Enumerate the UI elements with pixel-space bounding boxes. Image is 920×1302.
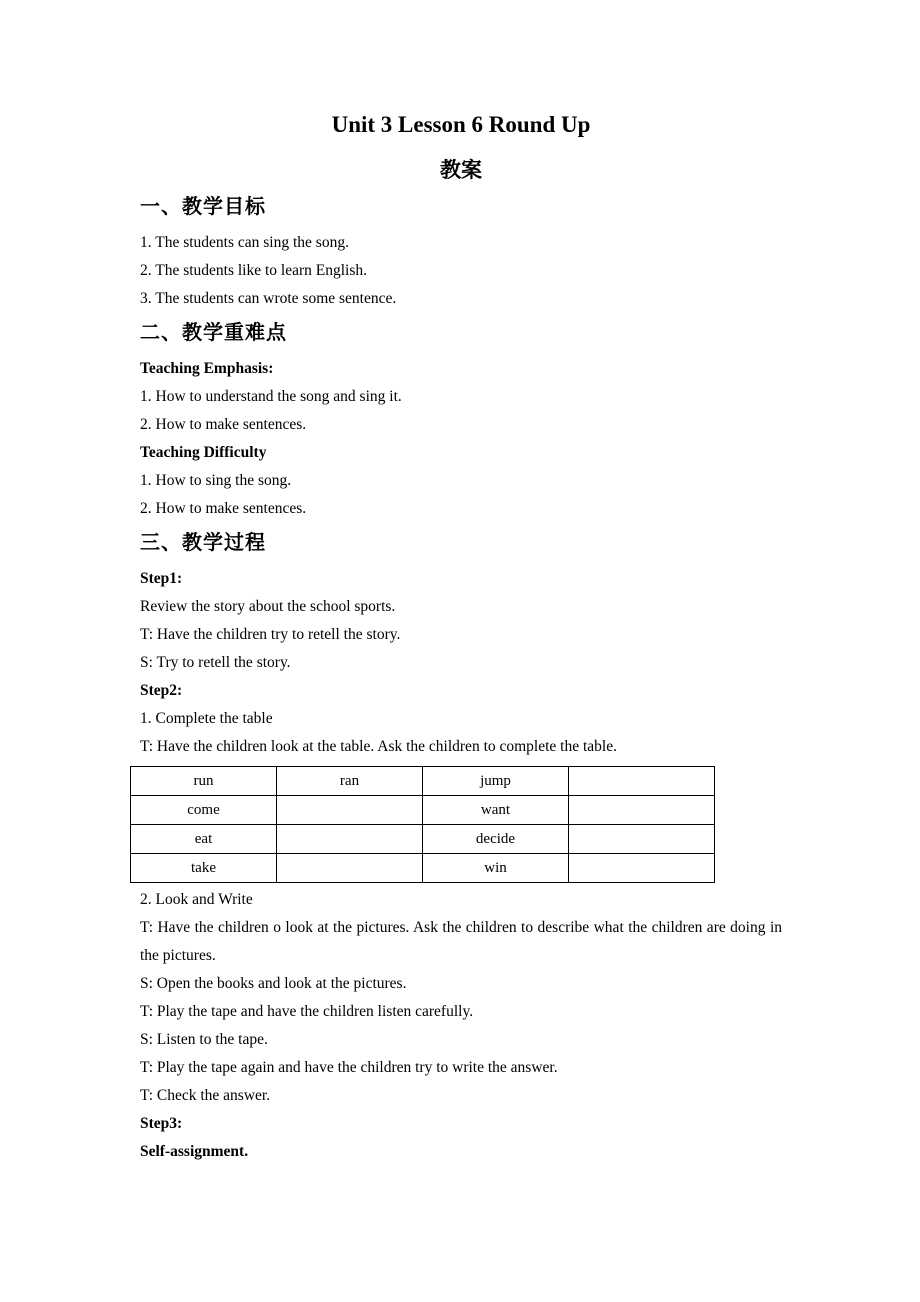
section-heading-emphasis: 二、教学重难点 bbox=[140, 322, 287, 344]
table-cell: take bbox=[131, 854, 277, 883]
step2-intro-line: 1. Complete the table bbox=[140, 710, 273, 727]
step2-line: T: Play the tape again and have the children try to write the answer. bbox=[140, 1059, 558, 1076]
document-title: Unit 3 Lesson 6 Round Up bbox=[331, 112, 591, 137]
table-cell: eat bbox=[131, 825, 277, 854]
teaching-emphasis-label: Teaching Emphasis: bbox=[140, 360, 274, 377]
step2-line: T: Play the tape and have the children listen carefully. bbox=[140, 1003, 474, 1020]
step2-intro-line: T: Have the children look at the table. Ask the children to complete the table. bbox=[140, 738, 617, 755]
objective-item: 1. The students can sing the song. bbox=[140, 234, 349, 251]
table-cell bbox=[277, 854, 423, 883]
table-cell: ran bbox=[277, 767, 423, 796]
table-cell: decide bbox=[423, 825, 569, 854]
table-cell bbox=[277, 825, 423, 854]
section-heading-objectives: 一、教学目标 bbox=[140, 196, 266, 218]
table-cell bbox=[569, 854, 715, 883]
table-cell bbox=[277, 796, 423, 825]
table-cell bbox=[569, 767, 715, 796]
document-subtitle: 教案 bbox=[440, 158, 482, 182]
verb-forms-table bbox=[130, 766, 715, 883]
step1-line: T: Have the children try to retell the story. bbox=[140, 626, 401, 643]
table-row bbox=[131, 767, 715, 796]
step2-line: S: Open the books and look at the pictures. bbox=[140, 975, 407, 992]
table-cell: want bbox=[423, 796, 569, 825]
step1-label: Step1: bbox=[140, 570, 183, 587]
step3-line: Self-assignment. bbox=[140, 1143, 249, 1160]
table-cell bbox=[569, 825, 715, 854]
step2-look-paragraph: T: Have the children o look at the pictures. Ask the children to describe what the children are doing in the pictures. bbox=[140, 919, 782, 964]
difficulty-item: 1. How to sing the song. bbox=[140, 472, 292, 489]
table-cell: run bbox=[131, 767, 277, 796]
step2-line: T: Check the answer. bbox=[140, 1087, 271, 1104]
step2-look-label: 2. Look and Write bbox=[140, 891, 253, 908]
step2-label: Step2: bbox=[140, 682, 183, 699]
step1-line: Review the story about the school sports. bbox=[140, 598, 396, 615]
objective-item: 3. The students can wrote some sentence. bbox=[140, 290, 397, 307]
table-cell: jump bbox=[423, 767, 569, 796]
difficulty-item: 2. How to make sentences. bbox=[140, 500, 307, 517]
emphasis-item: 1. How to understand the song and sing it. bbox=[140, 388, 402, 405]
table-row bbox=[131, 854, 715, 883]
table-cell: come bbox=[131, 796, 277, 825]
objective-item: 2. The students like to learn English. bbox=[140, 262, 368, 279]
emphasis-item: 2. How to make sentences. bbox=[140, 416, 307, 433]
teaching-difficulty-label: Teaching Difficulty bbox=[140, 444, 267, 461]
step2-line: S: Listen to the tape. bbox=[140, 1031, 268, 1048]
table-cell: win bbox=[423, 854, 569, 883]
table-row bbox=[131, 796, 715, 825]
step3-label: Step3: bbox=[140, 1115, 183, 1132]
step1-line: S: Try to retell the story. bbox=[140, 654, 291, 671]
table-row bbox=[131, 825, 715, 854]
section-heading-process: 三、教学过程 bbox=[140, 532, 266, 554]
table-cell bbox=[569, 796, 715, 825]
